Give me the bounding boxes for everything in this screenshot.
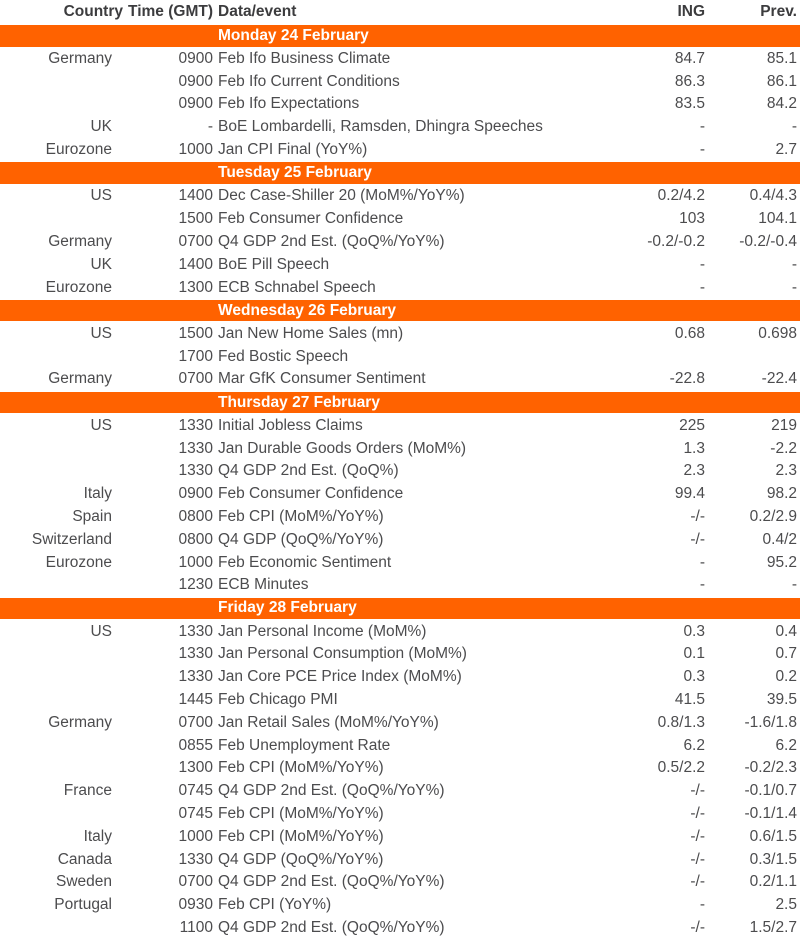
cell-country <box>0 437 123 460</box>
cell-event: BoE Lombardelli, Ramsden, Dhingra Speeches <box>213 116 617 139</box>
cell-ing: - <box>617 551 706 574</box>
day-banner-label: Thursday 27 February <box>0 391 800 414</box>
cell-country: Eurozone <box>0 276 123 299</box>
cell-ing: 0.1 <box>617 643 706 666</box>
calendar-body <box>0 25 800 939</box>
cell-event: Q4 GDP 2nd Est. (QoQ%/YoY%) <box>213 871 617 894</box>
cell-time: 0900 <box>123 483 213 506</box>
cell-ing: 0.8/1.3 <box>617 711 706 734</box>
cell-country: Eurozone <box>0 551 123 574</box>
cell-event: Feb CPI (MoM%/YoY%) <box>213 757 617 780</box>
table-row <box>0 70 800 93</box>
cell-time: 1330 <box>123 620 213 643</box>
cell-event: ECB Schnabel Speech <box>213 276 617 299</box>
cell-event: Q4 GDP 2nd Est. (QoQ%/YoY%) <box>213 231 617 254</box>
cell-event: Feb Consumer Confidence <box>213 483 617 506</box>
cell-time: 1500 <box>123 322 213 345</box>
cell-ing: 0.2/4.2 <box>617 184 706 207</box>
cell-time: 1330 <box>123 460 213 483</box>
cell-prev: -22.4 <box>706 368 800 391</box>
cell-time: 1445 <box>123 689 213 712</box>
table-row <box>0 574 800 597</box>
cell-country: US <box>0 414 123 437</box>
table-row <box>0 276 800 299</box>
cell-ing: - <box>617 139 706 162</box>
cell-event: Feb CPI (MoM%/YoY%) <box>213 825 617 848</box>
cell-event: ECB Minutes <box>213 574 617 597</box>
day-banner-row <box>0 391 800 414</box>
cell-prev: 86.1 <box>706 70 800 93</box>
cell-time: 0700 <box>123 871 213 894</box>
cell-country: Spain <box>0 506 123 529</box>
cell-ing: -/- <box>617 825 706 848</box>
cell-time: 1500 <box>123 208 213 231</box>
cell-country: Sweden <box>0 871 123 894</box>
cell-time: 0745 <box>123 780 213 803</box>
cell-time: 1000 <box>123 825 213 848</box>
cell-event: Feb Unemployment Rate <box>213 734 617 757</box>
table-row <box>0 848 800 871</box>
cell-event: Feb Chicago PMI <box>213 689 617 712</box>
cell-event: Feb Economic Sentiment <box>213 551 617 574</box>
table-row <box>0 414 800 437</box>
table-row <box>0 643 800 666</box>
cell-prev: -2.2 <box>706 437 800 460</box>
cell-country: Italy <box>0 483 123 506</box>
cell-event: Jan New Home Sales (mn) <box>213 322 617 345</box>
cell-country: UK <box>0 116 123 139</box>
cell-country <box>0 460 123 483</box>
cell-ing: 0.5/2.2 <box>617 757 706 780</box>
column-header-event: Data/event <box>213 0 617 25</box>
cell-ing: -22.8 <box>617 368 706 391</box>
cell-prev: 0.2/1.1 <box>706 871 800 894</box>
cell-prev: 0.4 <box>706 620 800 643</box>
cell-ing: 0.3 <box>617 666 706 689</box>
table-row <box>0 139 800 162</box>
table-row <box>0 803 800 826</box>
table-row <box>0 551 800 574</box>
cell-time: 1330 <box>123 666 213 689</box>
table-row <box>0 483 800 506</box>
cell-ing: - <box>617 894 706 917</box>
cell-ing <box>617 345 706 368</box>
cell-country <box>0 734 123 757</box>
cell-prev: 0.4/4.3 <box>706 184 800 207</box>
cell-prev <box>706 345 800 368</box>
cell-event: Feb Ifo Expectations <box>213 93 617 116</box>
cell-event: Jan Personal Income (MoM%) <box>213 620 617 643</box>
day-banner-label: Wednesday 26 February <box>0 299 800 322</box>
table-row <box>0 871 800 894</box>
cell-prev: 0.698 <box>706 322 800 345</box>
cell-ing: -/- <box>617 506 706 529</box>
cell-time: - <box>123 116 213 139</box>
cell-time: 0800 <box>123 506 213 529</box>
cell-country: Germany <box>0 711 123 734</box>
cell-prev: 6.2 <box>706 734 800 757</box>
cell-ing: -/- <box>617 871 706 894</box>
cell-ing: 225 <box>617 414 706 437</box>
cell-time: 1330 <box>123 414 213 437</box>
table-row <box>0 620 800 643</box>
cell-country: Italy <box>0 825 123 848</box>
cell-country <box>0 757 123 780</box>
cell-ing: 84.7 <box>617 47 706 70</box>
cell-event: Dec Case-Shiller 20 (MoM%/YoY%) <box>213 184 617 207</box>
cell-prev: 0.3/1.5 <box>706 848 800 871</box>
cell-ing: -/- <box>617 780 706 803</box>
cell-prev: 2.7 <box>706 139 800 162</box>
cell-time: 1700 <box>123 345 213 368</box>
cell-ing: -/- <box>617 528 706 551</box>
cell-ing: 6.2 <box>617 734 706 757</box>
cell-prev: 0.7 <box>706 643 800 666</box>
cell-prev: -0.1/0.7 <box>706 780 800 803</box>
cell-time: 0900 <box>123 93 213 116</box>
cell-time: 1400 <box>123 253 213 276</box>
cell-prev: 1.5/2.7 <box>706 917 800 939</box>
cell-ing: 99.4 <box>617 483 706 506</box>
cell-ing: 0.68 <box>617 322 706 345</box>
table-row <box>0 47 800 70</box>
cell-prev: -0.2/-0.4 <box>706 231 800 254</box>
cell-prev: 98.2 <box>706 483 800 506</box>
table-row <box>0 208 800 231</box>
cell-time: 1300 <box>123 276 213 299</box>
cell-prev: 104.1 <box>706 208 800 231</box>
table-row <box>0 825 800 848</box>
calendar-header <box>0 0 800 25</box>
cell-event: Feb CPI (MoM%/YoY%) <box>213 803 617 826</box>
cell-time: 0700 <box>123 231 213 254</box>
day-banner-row <box>0 597 800 620</box>
cell-time: 1100 <box>123 917 213 939</box>
day-banner-label: Tuesday 25 February <box>0 162 800 185</box>
cell-prev: 2.5 <box>706 894 800 917</box>
cell-event: Jan Core PCE Price Index (MoM%) <box>213 666 617 689</box>
cell-event: Jan Durable Goods Orders (MoM%) <box>213 437 617 460</box>
cell-ing: 1.3 <box>617 437 706 460</box>
header-row <box>0 0 800 25</box>
cell-prev: 95.2 <box>706 551 800 574</box>
cell-event: Jan CPI Final (YoY%) <box>213 139 617 162</box>
table-row <box>0 322 800 345</box>
cell-country: Germany <box>0 231 123 254</box>
table-row <box>0 689 800 712</box>
column-header-country: Country <box>0 0 123 25</box>
column-header-prev: Prev. <box>706 0 800 25</box>
cell-ing: 83.5 <box>617 93 706 116</box>
cell-time: 1300 <box>123 757 213 780</box>
cell-event: Mar GfK Consumer Sentiment <box>213 368 617 391</box>
cell-event: Q4 GDP 2nd Est. (QoQ%/YoY%) <box>213 917 617 939</box>
cell-prev: 219 <box>706 414 800 437</box>
cell-country <box>0 643 123 666</box>
cell-time: 0745 <box>123 803 213 826</box>
cell-country: France <box>0 780 123 803</box>
cell-country: US <box>0 184 123 207</box>
cell-prev: - <box>706 253 800 276</box>
cell-time: 1000 <box>123 139 213 162</box>
cell-ing: 0.3 <box>617 620 706 643</box>
cell-ing: - <box>617 276 706 299</box>
cell-event: Q4 GDP (QoQ%/YoY%) <box>213 848 617 871</box>
table-row <box>0 345 800 368</box>
cell-ing: -/- <box>617 848 706 871</box>
cell-event: Feb Ifo Current Conditions <box>213 70 617 93</box>
day-banner-label: Monday 24 February <box>0 25 800 48</box>
cell-ing: 41.5 <box>617 689 706 712</box>
table-row <box>0 253 800 276</box>
cell-country: Germany <box>0 47 123 70</box>
table-row <box>0 757 800 780</box>
cell-country: US <box>0 620 123 643</box>
cell-country: Portugal <box>0 894 123 917</box>
cell-prev: 39.5 <box>706 689 800 712</box>
cell-country: US <box>0 322 123 345</box>
column-header-ing: ING <box>617 0 706 25</box>
cell-ing: 2.3 <box>617 460 706 483</box>
cell-event: Feb Ifo Business Climate <box>213 47 617 70</box>
cell-time: 1400 <box>123 184 213 207</box>
cell-country: Eurozone <box>0 139 123 162</box>
table-row <box>0 528 800 551</box>
cell-event: Jan Personal Consumption (MoM%) <box>213 643 617 666</box>
cell-country <box>0 208 123 231</box>
cell-event: BoE Pill Speech <box>213 253 617 276</box>
cell-event: Fed Bostic Speech <box>213 345 617 368</box>
table-row <box>0 437 800 460</box>
cell-time: 0900 <box>123 70 213 93</box>
table-row <box>0 184 800 207</box>
cell-event: Initial Jobless Claims <box>213 414 617 437</box>
cell-prev: 0.2 <box>706 666 800 689</box>
cell-event: Feb Consumer Confidence <box>213 208 617 231</box>
cell-event: Q4 GDP (QoQ%/YoY%) <box>213 528 617 551</box>
cell-ing: -/- <box>617 917 706 939</box>
cell-time: 0700 <box>123 711 213 734</box>
table-row <box>0 894 800 917</box>
table-row <box>0 711 800 734</box>
cell-ing: - <box>617 116 706 139</box>
column-header-time: Time (GMT) <box>123 0 213 25</box>
cell-country <box>0 803 123 826</box>
table-row <box>0 666 800 689</box>
cell-prev: - <box>706 276 800 299</box>
cell-ing: 86.3 <box>617 70 706 93</box>
cell-country <box>0 70 123 93</box>
cell-ing: - <box>617 253 706 276</box>
cell-time: 0900 <box>123 47 213 70</box>
cell-time: 0700 <box>123 368 213 391</box>
cell-country <box>0 574 123 597</box>
table-row <box>0 734 800 757</box>
cell-ing: -/- <box>617 803 706 826</box>
cell-ing: - <box>617 574 706 597</box>
cell-event: Feb CPI (MoM%/YoY%) <box>213 506 617 529</box>
cell-country <box>0 689 123 712</box>
cell-prev: 85.1 <box>706 47 800 70</box>
cell-time: 0855 <box>123 734 213 757</box>
table-row <box>0 231 800 254</box>
cell-prev: -1.6/1.8 <box>706 711 800 734</box>
cell-time: 1330 <box>123 643 213 666</box>
cell-prev: -0.1/1.4 <box>706 803 800 826</box>
day-banner-label: Friday 28 February <box>0 597 800 620</box>
cell-time: 0930 <box>123 894 213 917</box>
cell-ing: 103 <box>617 208 706 231</box>
cell-event: Jan Retail Sales (MoM%/YoY%) <box>213 711 617 734</box>
cell-prev: 0.6/1.5 <box>706 825 800 848</box>
day-banner-row <box>0 25 800 48</box>
cell-country: Germany <box>0 368 123 391</box>
cell-time: 1230 <box>123 574 213 597</box>
cell-prev: 2.3 <box>706 460 800 483</box>
cell-prev: 0.4/2 <box>706 528 800 551</box>
cell-country <box>0 93 123 116</box>
cell-country: Canada <box>0 848 123 871</box>
cell-country <box>0 666 123 689</box>
cell-prev: -0.2/2.3 <box>706 757 800 780</box>
table-row <box>0 780 800 803</box>
cell-prev: 0.2/2.9 <box>706 506 800 529</box>
cell-time: 1000 <box>123 551 213 574</box>
cell-country <box>0 345 123 368</box>
cell-prev: 84.2 <box>706 93 800 116</box>
cell-time: 1330 <box>123 848 213 871</box>
cell-prev: - <box>706 116 800 139</box>
cell-country: UK <box>0 253 123 276</box>
table-row <box>0 506 800 529</box>
cell-country: Switzerland <box>0 528 123 551</box>
cell-prev: - <box>706 574 800 597</box>
cell-event: Q4 GDP 2nd Est. (QoQ%/YoY%) <box>213 780 617 803</box>
day-banner-row <box>0 299 800 322</box>
cell-event: Q4 GDP 2nd Est. (QoQ%) <box>213 460 617 483</box>
cell-event: Feb CPI (YoY%) <box>213 894 617 917</box>
cell-time: 0800 <box>123 528 213 551</box>
table-row <box>0 368 800 391</box>
table-row <box>0 116 800 139</box>
table-row <box>0 93 800 116</box>
cell-ing: -0.2/-0.2 <box>617 231 706 254</box>
table-row <box>0 460 800 483</box>
cell-time: 1330 <box>123 437 213 460</box>
day-banner-row <box>0 162 800 185</box>
